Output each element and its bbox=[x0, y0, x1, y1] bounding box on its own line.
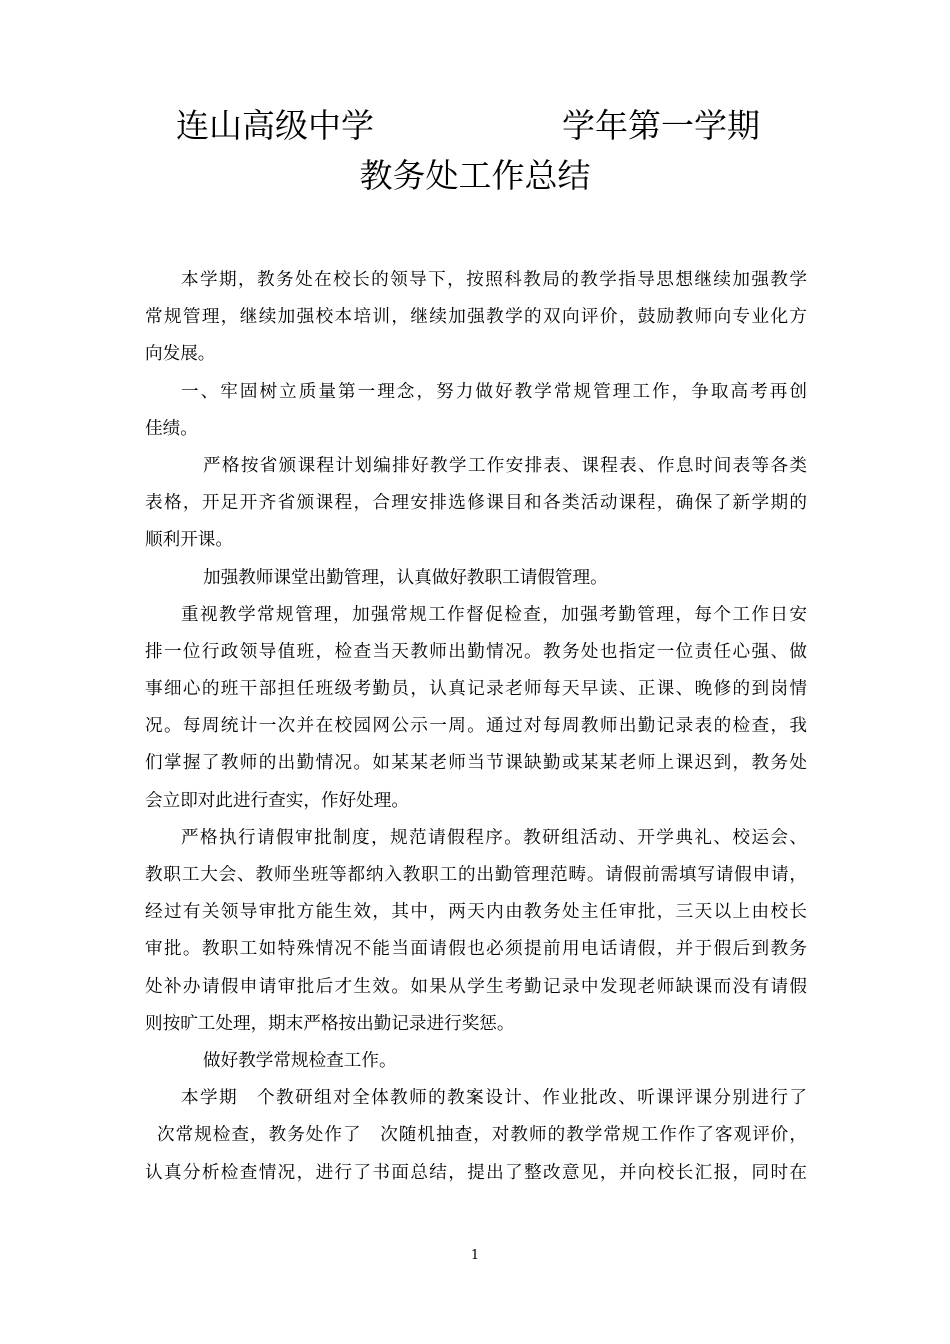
paragraph-line: 会立即对此进行查实，作好处理。 bbox=[145, 790, 409, 811]
paragraph-line: 本学期 个教研组对全体教师的教案设计、作业批改、听课评课分别进行了 bbox=[181, 1088, 807, 1109]
paragraph-line: 教职工大会、教师坐班等都纳入教职工的出勤管理范畴。请假前需填写请假申请， bbox=[145, 865, 807, 885]
paragraph-line: 排一位行政领导值班，检查当天教师出勤情况。教务处也指定一位责任心强、做 bbox=[145, 641, 807, 662]
document-title-line1 bbox=[0, 104, 950, 148]
paragraph-line: 向发展。 bbox=[145, 344, 216, 365]
paragraph-line: 处补办请假申请审批后才生效。如果从学生考勤记录中发现老师缺课而没有请假 bbox=[145, 976, 807, 997]
page-number: 1 bbox=[470, 1248, 480, 1263]
subheading-line: 做好教学常规检查工作。 bbox=[203, 1050, 397, 1071]
paragraph-line: 认真分析检查情况，进行了书面总结，提出了整改意见，并向校长汇报，同时在 bbox=[145, 1162, 807, 1183]
subheading-line: 加强教师课堂出勤管理，认真做好教职工请假管理。 bbox=[203, 567, 608, 588]
paragraph-line: 审批。教职工如特殊情况不能当面请假也必须提前用电话请假，并于假后到教务 bbox=[145, 939, 807, 960]
paragraph-line: 们掌握了教师的出勤情况。如某某老师当节课缺勤或某某老师上课迟到，教务处 bbox=[145, 753, 807, 774]
paragraph-line: 顺利开课。 bbox=[145, 530, 233, 551]
document-title-line2: 教务处工作总结 bbox=[359, 156, 591, 195]
paragraph-line: 况。每周统计一次并在校园网公示一周。通过对每周教师出勤记录表的检查，我 bbox=[145, 716, 807, 737]
section-heading-line: 佳绩。 bbox=[145, 418, 198, 439]
section-heading-line: 一、牢固树立质量第一理念，努力做好教学常规管理工作，争取高考再创 bbox=[181, 381, 807, 402]
paragraph-line: 表格，开足开齐省颁课程，合理安排选修课目和各类活动课程，确保了新学期的 bbox=[145, 493, 807, 514]
title-school-name: 连山高级中学 bbox=[176, 106, 374, 145]
paragraph-line: 常规管理，继续加强校本培训，继续加强教学的双向评价，鼓励教师向专业化方 bbox=[145, 307, 807, 328]
paragraph-line: 次常规检查，教务处作了 次随机抽查，对教师的教学常规工作作了客观评价， bbox=[157, 1125, 807, 1146]
paragraph-line: 经过有关领导审批方能生效，其中，两天内由教务处主任审批，三天以上由校长 bbox=[145, 902, 807, 923]
paragraph-line: 则按旷工处理，期末严格按出勤记录进行奖惩。 bbox=[145, 1013, 515, 1034]
document-body bbox=[145, 262, 807, 1192]
paragraph-line: 严格执行请假审批制度，规范请假程序。教研组活动、开学典礼、校运会、 bbox=[181, 827, 807, 848]
paragraph-line: 重视教学常规管理，加强常规工作督促检查，加强考勤管理，每个工作日安 bbox=[181, 604, 807, 625]
paragraph-line: 本学期，教务处在校长的领导下，按照科教局的教学指导思想继续加强教学 bbox=[181, 270, 807, 290]
paragraph-line: 事细心的班干部担任班级考勤员，认真记录老师每天早读、正课、晚修的到岗情 bbox=[145, 679, 807, 700]
title-term: 学年第一学期 bbox=[562, 106, 760, 145]
paragraph-line: 严格按省颁课程计划编排好教学工作安排表、课程表、作息时间表等各类 bbox=[203, 455, 807, 476]
